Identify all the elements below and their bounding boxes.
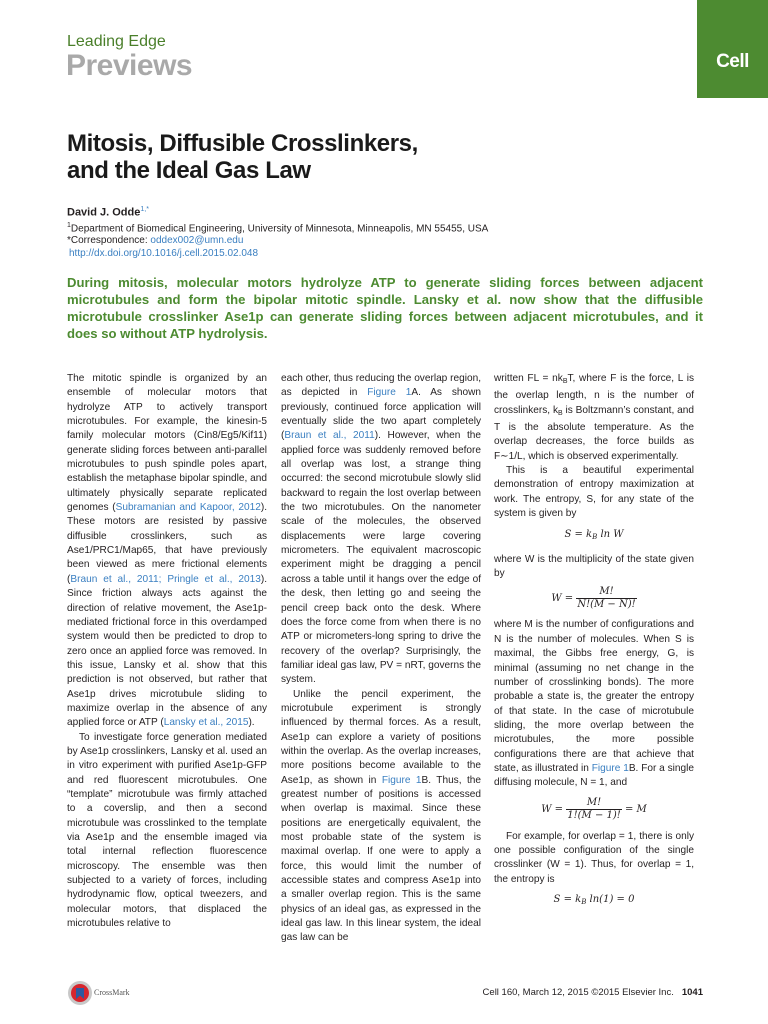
article-title: [67, 130, 587, 184]
crossmark-badge[interactable]: [67, 980, 157, 1006]
citation-link[interactable]: Braun et al., 2011: [284, 430, 375, 442]
fraction: [566, 797, 622, 822]
paragraph: For example, for overlap = 1, there is only one possible configuration of the single crosslinker (W = 1). Thus, for overlap = 1, the entropy is: [494, 830, 694, 885]
text: ). Since friction always acts against the direction of relative movement, the Ase1p-mediated frictional force in this overdamped system would then be predicted to drop to zero once an applied force was removed. In this issue, Lansky et al. show that this prediction is not observed, but rather that Ase1p drives microtubule sliding to maximize overlap in the absence of any applied force or ATP (: [67, 573, 267, 729]
equation-entropy-zero: [494, 893, 694, 909]
column-1: [67, 372, 267, 931]
denominator: N!(M − N)!: [577, 599, 636, 611]
abstract: During mitosis, molecular motors hydrolyze ATP to generate sliding forces between adjacent microtubules and form the bipolar mitotic spindle. Lansky et al. now show that the diffusible microtubule crosslinker Ase1p can generate sliding forces between adjacent microtubules, and it does so without ATP hydrolysis.: [67, 275, 703, 341]
citation-link[interactable]: Subramanian and Kapoor, 2012: [115, 502, 261, 514]
paragraph: [494, 618, 694, 790]
equation-single-molecule: [494, 797, 694, 822]
correspondence: [67, 235, 243, 246]
eq-text: W =: [551, 593, 574, 605]
text: ). However, when the applied force was suddenly removed before all overlap was lost, a strange thing occurred: the second microtubule slowly slid backward to regain the lost overlap between the two microtubules. On the nanometer scale of the molecules, the observed displacements were large covering micrometers. The equivalent macroscopic experiment might be dragging a pencil across a table until it hangs over the edge of the desk, then letting go and seeing the pencil creep back onto the desk. Where does the force come from when there is no ATP or micrometers-long spring to drive the recovery of the overlap? Surprisingly, the familiar ideal gas law, PV = nRT, governs the system.: [281, 430, 481, 686]
text: each other, thus reducing the overlap region, as depicted in: [281, 373, 481, 399]
column-3: [494, 372, 694, 909]
citation-link[interactable]: Braun et al., 2011; Pringle et al., 2013: [70, 573, 261, 585]
correspondence-email-link[interactable]: oddex002@umn.edu: [150, 235, 244, 246]
paragraph: [67, 372, 267, 731]
text: is Boltzmann’s constant, and T is the absolute temperature. As the overlap decreases, the force builds as F∼1/L, which is observed experimentally.: [494, 404, 694, 462]
page-footer: [420, 987, 703, 998]
eq-text: S = k: [553, 893, 582, 905]
title-line-2: and the Ideal Gas Law: [67, 157, 311, 184]
crossmark-label: CrossMark: [94, 988, 130, 997]
paragraph: [494, 372, 694, 464]
doi-link[interactable]: http://dx.doi.org/10.1016/j.cell.2015.02.048: [69, 248, 259, 259]
figure-link[interactable]: Figure 1: [591, 762, 629, 774]
figure-link[interactable]: Figure 1: [367, 387, 412, 399]
text: Unlike the pencil experiment, the microtubule experiment is strongly influenced by thermal forces. As a result, Ase1p can explore a variety of positions within the overlap. As the overlap increases, more positions become available to the Ase1p, as shown in: [281, 688, 481, 786]
eq-subscript: B: [592, 533, 598, 542]
text: T, where F is the force, L is the overlap length, n is the number of crosslinkers, k: [494, 373, 695, 416]
figure-link[interactable]: Figure 1: [381, 774, 422, 786]
author-marks[interactable]: 1,*: [140, 206, 149, 213]
text: written FL = nk: [494, 373, 563, 384]
subscript: B: [562, 378, 568, 385]
eq-text: ln W: [597, 529, 624, 541]
paragraph: where W is the multiplicity of the state given by: [494, 553, 694, 580]
text: B. For a single diffusing molecule, N = 1, and: [494, 762, 695, 789]
numerator: M!: [586, 796, 602, 808]
text: ). These motors are resisted by passive diffusible crosslinkers, such as Ase1/PRC1/Map65, that have previously been viewed as mere frictional elements (: [67, 502, 267, 585]
eq-subscript: B: [581, 897, 587, 906]
numerator: M!: [599, 586, 614, 598]
subscript: B: [558, 409, 563, 417]
author-line: [67, 206, 149, 219]
paragraph: To investigate force generation mediated by Ase1p crosslinkers, Lansky et al. used an in vitro experiment with purified Ase1p-GFP and red fluorescent microtubules. One “template” microtubule was firmly attached to a coverslip, and then a second microtubule was crosslinked to the template via Ase1p and the ensemble imaged via total internal reflection fluorescence microscopy. The ensemble was then subjected to a variety of forces, including hydrodynamic flow, optical tweezers, and molecular motors, that displaced the microtubules relative to: [67, 731, 267, 930]
text: B. Thus, the greatest number of positions is accessed when overlap is maximal. Since these positions are energetically equivalent, the most probable state of the system is maximal overlap. If one were to apply a force, this would limit the number of accessible states and compress Ase1p into a smaller overlap region. This is the same physics of an ideal gas, as expressed in the ideal gas law. In this linear system, the ideal gas law can be: [281, 774, 481, 944]
eq-text: S = k: [564, 529, 593, 541]
section-title: Previews: [66, 49, 193, 82]
equation-entropy: [494, 528, 694, 544]
journal-tab: [697, 0, 768, 98]
correspondence-label: *Correspondence:: [67, 235, 151, 246]
affiliation-mark: 1: [67, 222, 71, 229]
affiliation: [67, 222, 488, 234]
citation-text: Cell 160, March 12, 2015 ©2015 Elsevier Inc.: [482, 987, 674, 998]
text: ).: [248, 717, 255, 729]
journal-logo: Cell: [716, 51, 749, 72]
column-2: [281, 372, 481, 946]
paragraph: [281, 688, 481, 946]
eq-text: = M: [624, 803, 647, 815]
author-name: David J. Odde: [67, 206, 141, 219]
page-number: 1041: [681, 987, 703, 998]
citation-link[interactable]: Lansky et al., 2015: [163, 717, 249, 729]
paragraph: This is a beautiful experimental demonstration of entropy maximization at work. The entropy, S, for any state of the system is given by: [494, 465, 694, 520]
denominator: 1!(M − 1)!: [567, 809, 621, 821]
text: where M is the number of configurations and N is the number of molecules. When S is maximal, the Gibbs free energy, G, is minimal (assuming no net change in the number of crosslinking bonds). The more probable a state is, the greater the entropy of that state. In the case of microtubule sliding, the more overlap between the microtubules, the more possible configurations there are that achieve that state, as illustrated in: [494, 619, 694, 774]
text: The mitotic spindle is organized by an ensemble of molecular motors that hydrolyze ATP to actively transport microtubules. For example, the kinesin-5 family molecular motors (Cin8/Eg5/Kif11) generate sliding forces between anti-parallel microtubules to push spindle poles apart, establish the metaphase bipolar spindle, and ultimately physically separate replicated genomes (: [67, 373, 267, 514]
affiliation-text: Department of Biomedical Engineering, University of Minnesota, Minneapolis, MN 55455, USA: [70, 223, 489, 235]
text: A. As shown previously, continued force application will eventually slide the two apart completely (: [281, 387, 482, 442]
fraction: [576, 586, 636, 611]
eq-text: ln(1) = 0: [586, 893, 635, 905]
leading-edge-kicker: Leading Edge: [67, 33, 166, 50]
title-line-1: Mitosis, Diffusible Crosslinkers,: [67, 130, 418, 157]
eq-text: W =: [541, 803, 564, 815]
equation-multiplicity: [494, 586, 694, 611]
paragraph: [281, 372, 481, 688]
crossmark-icon: [67, 980, 93, 1006]
